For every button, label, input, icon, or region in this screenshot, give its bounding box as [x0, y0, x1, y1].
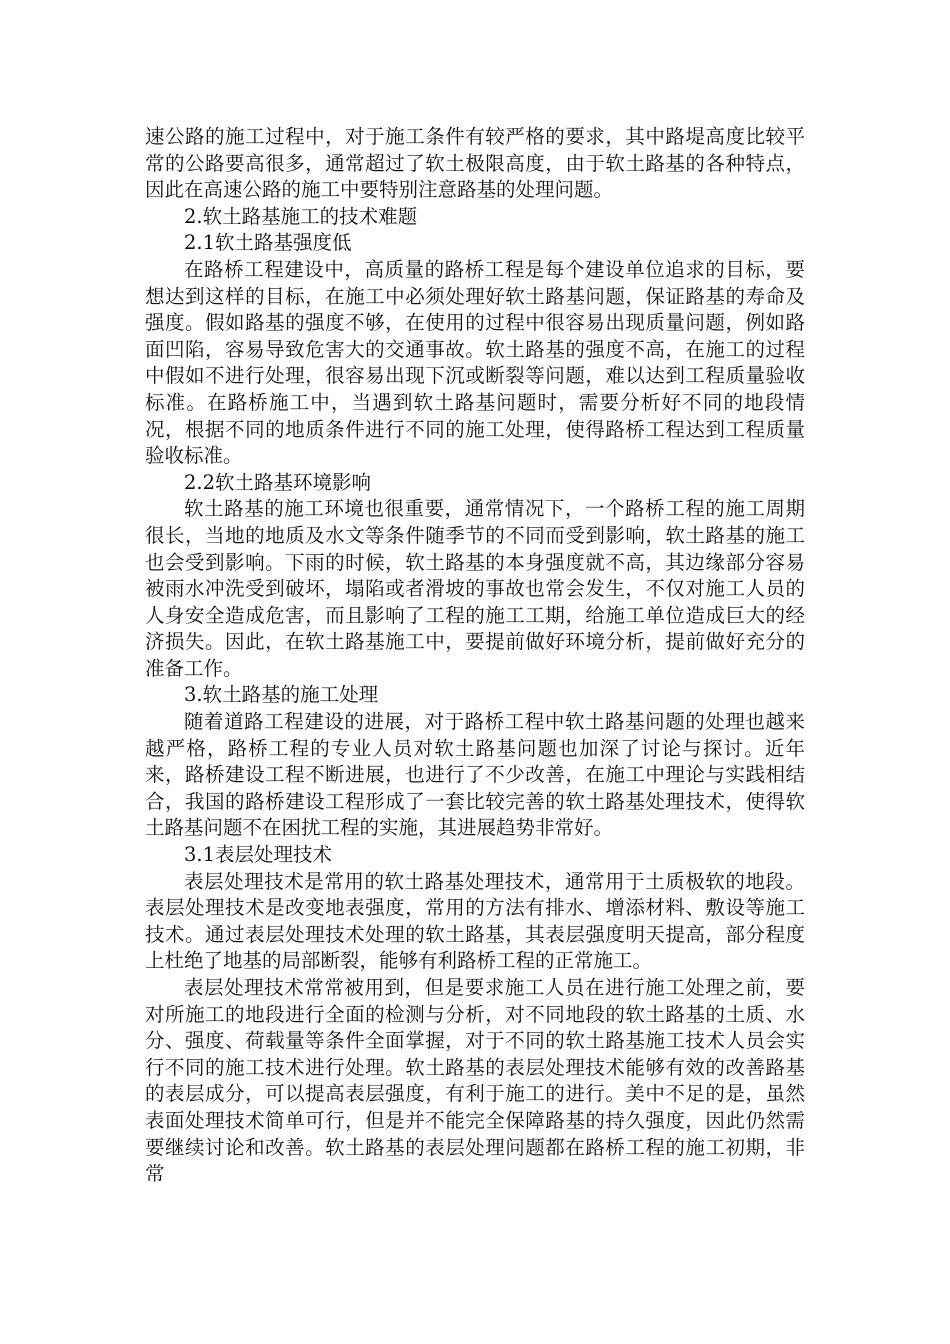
section-heading-3: 3.软土路基的施工处理 [184, 683, 379, 707]
paragraph-continued: 速公路的施工过程中，对于施工条件有较严格的要求，其中路堤高度比较平常的公路要高很多，通常超过了软土极限高度，由于软土路基的各种特点，因此在高速公路的施工中要特别注意路基的处理问题。 [145, 125, 805, 202]
section-heading-2: 2.软土路基施工的技术难题 [184, 204, 418, 228]
paragraph-2-2: 软土路基的施工环境也很重要，通常情况下，一个路桥工程的施工周期很长，当地的地质及水文等条件随季节的不同而受到影响，软土路基的施工也会受到影响。下雨的时候，软土路基的本身强度就不高，其边缘部分容易被雨水冲洗受到破坏，塌陷或者滑坡的事故也常会发生，不仅对施工人员的人身安全造成危害，而且影响了工程的施工工期，给施工单位造成巨大的经济损失。因此，在软土路基施工中，要提前做好环境分析，提前做好充分的准备工作。 [145, 497, 805, 680]
document-page [145, 124, 805, 1188]
paragraph-3: 随着道路工程建设的进展，对于路桥工程中软土路基问题的处理也越来越严格，路桥工程的专业人员对软土路基问题也加深了讨论与探讨。近年来，路桥建设工程不断进展，也进行了不少改善，在施工中理论与实践相结合，我国的路桥建设工程形成了一套比较完善的软土路基处理技术，使得软土路基问题不在困扰工程的实施，其进展趋势非常好。 [145, 710, 805, 840]
subsection-heading-2-2: 2.2软土路基环境影响 [184, 470, 372, 494]
subsection-heading-2-1: 2.1软土路基强度低 [184, 231, 352, 255]
subsection-heading-3-1: 3.1表层处理技术 [184, 843, 333, 867]
paragraph-3-1-b: 表层处理技术常常被用到，但是要求施工人员在进行施工处理之前，要对所施工的地段进行全面的检测与分析，对不同地段的软土路基的土质、水分、强度、荷载量等条件全面掌握，对于不同的软土路基施工技术人员会实行不同的施工技术进行处理。软土路基的表层处理技术能够有效的改善路基的表层成分，可以提高表层强度，有利于施工的进行。美中不足的是，虽然表面处理技术简单可行，但是并不能完全保障路基的持久强度，因此仍然需要继续讨论和改善。软土路基的表层处理问题都在路桥工程的施工初期，非常 [145, 976, 805, 1186]
paragraph-3-1-a: 表层处理技术是常用的软土路基处理技术，通常用于土质极软的地段。表层处理技术是改变地表强度，常用的方法有排水、增添材料、敷设等施工技术。通过表层处理技术处理的软土路基，其表层强度明天提高，部分程度上杜绝了地基的局部断裂，能够有利路桥工程的正常施工。 [145, 869, 805, 973]
paragraph-2-1: 在路桥工程建设中，高质量的路桥工程是每个建设单位追求的目标，要想达到这样的目标，在施工中必须处理好软土路基问题，保证路基的寿命及强度。假如路基的强度不够，在使用的过程中很容易出现质量问题，例如路面凹陷，容易导致危害大的交通事故。软土路基的强度不高，在施工的过程中假如不进行处理，很容易出现下沉或断裂等问题，难以达到工程质量验收标准。在路桥施工中，当遇到软土路基问题时，需要分析好不同的地段情况，根据不同的地质条件进行不同的施工处理，使得路桥工程达到工程质量验收标准。 [145, 257, 805, 468]
